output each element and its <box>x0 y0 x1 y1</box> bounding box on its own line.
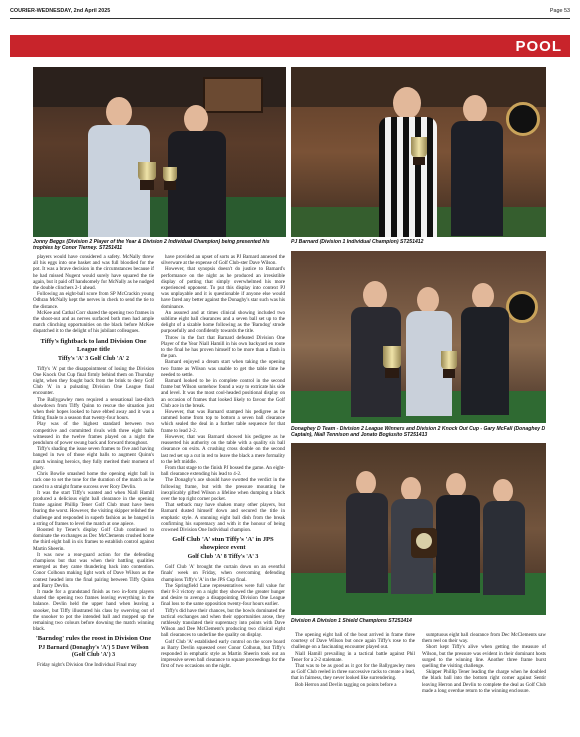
article-column-2 <box>161 254 285 732</box>
photo-caption: Donaghey D Team - Division 2 League Winners and Division 2 Knock Out Cup - Gary McFall (Donaghey D Captain), Niall Tennison and Jonato Bogiusito ST251413 <box>291 426 546 439</box>
photo-presentation <box>33 67 286 237</box>
paragraph: Golf Club 'A' established early control on the score board as Barry Devlin squeezed over Conor Colhoun, but Tiffy's responded in emphatic style as Martin Sheerin took out an impressive seven ball clearance to square proceedings for the first of two occasions on the night. <box>161 638 285 670</box>
paragraph: Friday night's Division One Individual Final may <box>37 662 137 669</box>
paragraph: The Ballygawley men required a sensational last-ditch showdown from Tiffy Quinn to rescue the situation just when their hopes looked to have ebbed away and it was a fitting finale to a season that twenty-four hours. <box>33 396 154 422</box>
photo-caption: Jonny Beggs (Division 2 Player of the Year & Division 2 Individual Champion) being presented his trophies by Conor Tierney. ST251411 <box>33 239 270 252</box>
paragraph: McKee and Cathal Corr shared the opening two frames in the shoot-out and as nerves surfaced both men had ample match clinching opportunities on the black before McKee dispatched it to the delight of his jubilant colleagues. <box>33 309 154 335</box>
paragraph: The Springfield Lane representatives were full value for their 8-3 victory on a night they showed the greater hunger and desire to avenge a disappointing Division One League final loss to the same opposition twenty-four hours earlier. <box>161 582 285 608</box>
paragraph: It made for a grandstand finish as two in-form players shared the opening two frames leaving everything in the balance. Devlin held the upper hand when leaving a snooker, but Tiffy illustrated his class by swerving out of the snooker to pot the intended ball and mopped up the remaining two colours before downing the match winning black. <box>33 588 154 633</box>
photo-individual-champion <box>291 67 546 237</box>
paragraph: An assured and at times clinical showing included two sublime eight ball clearances and a seven ball set up to the delight of a sizable home following as the 'Barndog' strode purposefully and confidently towards the title. <box>161 309 285 335</box>
header-rule <box>10 18 570 19</box>
photo-team-winners <box>291 251 546 423</box>
paragraph: Short kept Tiffy's alive when getting the measure of Wilson, but the pressure was evident in their dominant hosts surged to the winning line. Another three frame burst quelling the visiting challenge. <box>422 644 546 670</box>
photo-caption: PJ Barnard (Division 1 Individual Champion) ST251412 <box>291 239 424 245</box>
paragraph: From that stage to the finish PJ bossed the game. An eight-ball clearance extending his lead to 4-2. <box>161 464 285 478</box>
article-column-4 <box>422 632 546 732</box>
section-title: POOL <box>515 38 562 55</box>
paragraph: Niall Hamill prevailing in a tactical battle against Phil Tener for a 2-2 stalemate. <box>291 650 415 663</box>
section-banner <box>10 35 570 57</box>
paragraph: Barnard enjoyed a dream start when taking the opening two frame as Wilson was unable to get the table time he needed to settle. <box>161 359 285 378</box>
match-result: PJ Barnard (Donaghy's 'A') 5 Dave Wilson (Golf Club 'A') 3 <box>38 645 149 659</box>
paragraph: sumptuous eight ball clearance from Dec McClements saw them reel on their way. <box>422 632 546 645</box>
match-result: Golf Club 'A' 8 Tiffy's 'A' 3 <box>187 554 259 561</box>
paragraph: Tiffy's did have their chances, but the bowls dominated the tactical exchanges and when their opportunities arose, they ruthlessly translated their supremacy into points with Dave Wilson and Dee McClement's producing two clinical eight ball clearances to underline the quality on display. <box>161 607 285 639</box>
paragraph: That setback may have shaken many other players, but Barnard dusted himself down and secured the title in emphatic style. A stunning eight ball dish from the break confirming his supremacy and with it the honour of being crowned Division One Individual champion. <box>161 502 285 533</box>
paragraph: Barnard looked to be in complete control in the second frame but Wilson somehow found a way to extricate his side and level. It was the most cool-headed positional display on an occasion of frames that looked likely to favour the Golf Club ace in the break. <box>161 378 285 409</box>
photo-shield-champions <box>291 443 546 615</box>
match-result: Tiffy's 'A' 3 Golf Club 'A' 2 <box>58 355 129 362</box>
page-number: Page 53 <box>549 8 570 14</box>
paragraph: It was the start Tiffy's wanted and when Niall Hamill produced a delicious eight ball clearance in the opening frame against Phillip Tener Golf Club must have been fearing the worst. However, the visiting skipper relished the challenge and responded in superb fashion as he banged in a string of frames to level the match at one apiece. <box>33 489 154 527</box>
paragraph: Boosted by Tener's display Golf Club continued to dominate the exchanges as Dec McClements crushed home the third eight ball in six frames to establish control against Martin Sheerin. <box>33 526 154 552</box>
paragraph: The Donaghy's ace should have swotted the verdict in the following frame, but with the pressure mounting he inexplicably gifted Wilson a lifeline when dumping a black over the top right corner pocket. <box>161 477 285 502</box>
article-column-3 <box>291 632 415 732</box>
paragraph: Golf Club 'A' brought the curtain down on an eventful finals' week on Friday, when overcoming defending champions Tiffy's 'A' in the JPS Cup final. <box>161 564 285 583</box>
paragraph: Tiffy's 'A' put the disappointment of losing the Division One Knock Out Cup final firmly behind them on Thursday night, when they fought back from the brink to deny Golf Club 'A' in a pulsating Division One League final encounter. <box>33 365 154 397</box>
paragraph: Tiffy's shading the issue seven frames to five and having banged in two of those eight balls to augment Quinn's match winning heroics, they fully merited their moment of glory. <box>33 446 154 471</box>
paragraph: have provided an upset of sorts as PJ Barnard annexed the silverware at the expense of Golf Club-ster Dave Wilson. <box>161 254 285 267</box>
article-column-1 <box>33 254 154 732</box>
paragraph: It was now a rear-guard action for the defending champions but that was when their battling qualities emerged as they came thundering back into contention. Conor Colhoun making light work of Dave Wilson as the contest headed into the final pairing between Tiffy Quinn and Barry Devlin. <box>33 551 154 589</box>
paragraph: The opening eight ball of the bout arrived in frame three courtesy of Dave Wilson but once again Tiffy's rose to the challenge on a fascinating encounter played out. <box>291 632 415 651</box>
paragraph: Following an eight-ball score from SP McCrackin young Odhran McNally kept the nerves in check to send the tie to the distance. <box>33 291 154 310</box>
paragraph: However, that synopsis doesn't do justice to Barnard's performance on the night as he produced an irresistible display of potting that simply overwhelmed his more experienced opponent. To put this display into context PJ was unplayable and it is questionable if anyone else would have fared any better against the Donaghy's star such was his dominance. <box>161 266 285 310</box>
paragraph: That was to be as good as it got for the Ballygawley men as Golf Club reeled in three successive racks to create a lead, that in fairness, they never looked like surrendering. <box>291 663 415 682</box>
paragraph: However, that was Barnard stamped his pedigree as he rammed home from top to bottom a seven ball clearance which sealed the deal in a further table sequence for that frame to lead 2-2. <box>161 409 285 434</box>
edition-line: COURIER-WEDNESDAY, 2nd April 2025 <box>10 8 111 14</box>
page-header <box>10 5 570 19</box>
paragraph: Play was of the highest standard between two competitive and committed rivals with three eight balls witnessed in the twelve frames played on a night the pendulum of power swung back and forward throughout. <box>33 421 154 447</box>
paragraph: Chris Bowlie smashed home the opening eight ball in rack one to set the tone for the duration of the match as he raced to a straight frame success over Rory Devlin. <box>33 471 154 490</box>
photo-caption: Division A Division 1 Shield Champions ST251414 <box>291 618 412 624</box>
paragraph: However, that was Barnard showed his pedigree as he reasserted his authority on the table with a quality six ball clearance on exits. A crushing cross double on the second last red set up a cut in red to leave the black a mere formality to the left middle. <box>161 433 285 465</box>
subheading: Tiffy's fightback to land Division One League title <box>40 337 147 353</box>
subheading: 'Barndog' rules the roost in Division One <box>35 635 152 643</box>
paragraph: Throw in the fact that Barnard defeated Division One Player of the Year Niall Hamill in his own backyard en route to the final he has proven himself to be more than a flash in the pan. <box>161 334 285 360</box>
paragraph: Bob Herron and Devlin tagging on points before a <box>295 681 397 688</box>
paragraph: players would have considered a safety. McNally threw all his eggs into one basket and was full bloodied for the pot. It was a brave decision in the circumstances because if he had missed Nugent would surely have squared the tie again, but it paid off handsomely for McNally as he nudged the double clinchers 2-1 ahead. <box>33 254 154 292</box>
subheading: Golf Club 'A' stun Tiffy's 'A' in JPS showpiece event <box>172 536 274 552</box>
paragraph: Skipper Phillip Tener leading the charge when he doubled the black ball into the bottom right corner against Sentir leaving Herron and Devlin to complete the deal as Golf Club made a long overdue return to the winning enclosure. <box>422 669 546 694</box>
